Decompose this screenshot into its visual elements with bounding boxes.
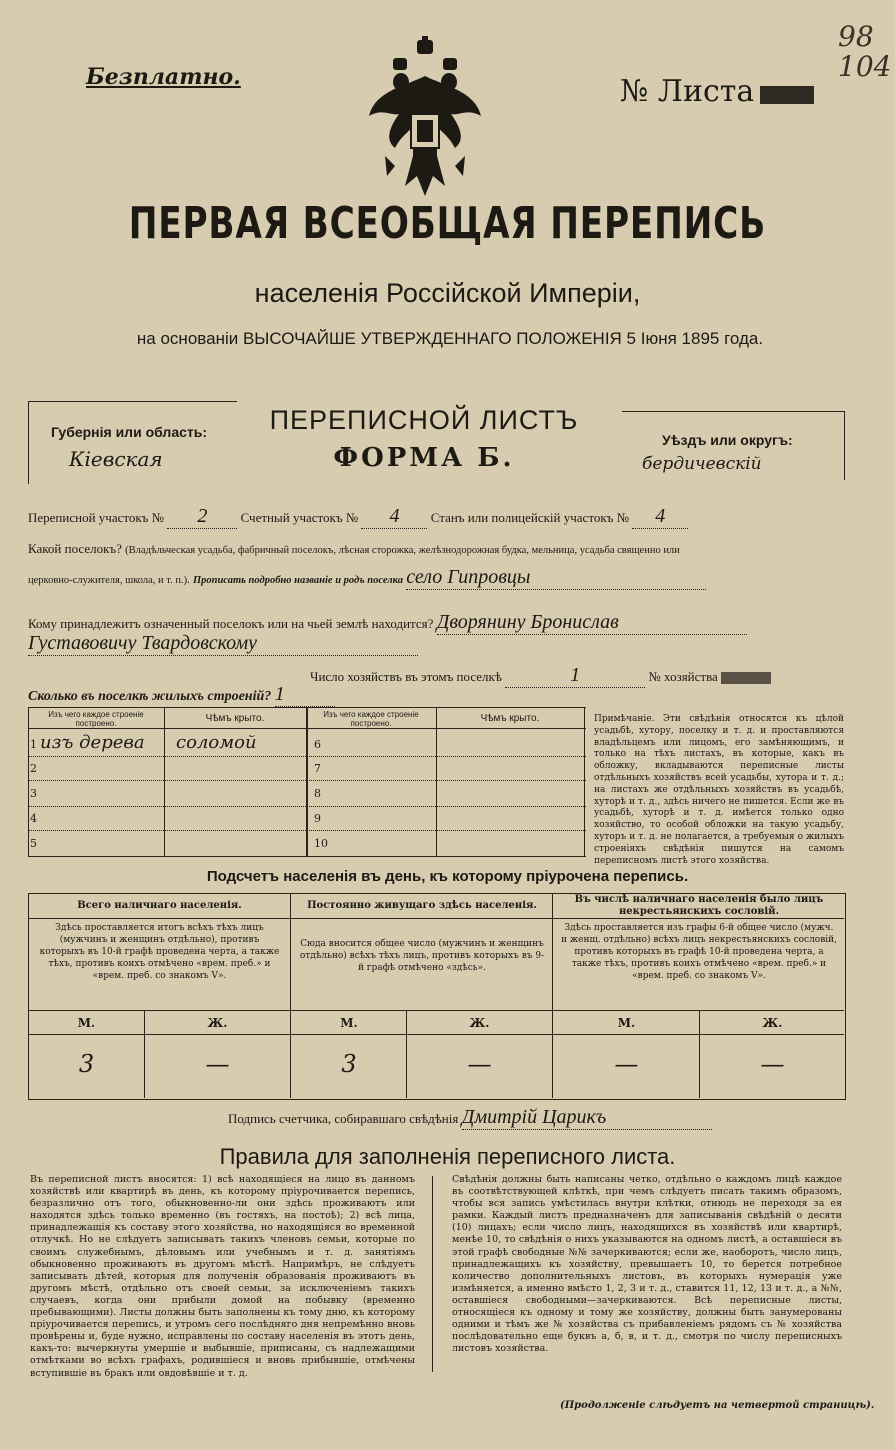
non-peasant-male: — xyxy=(614,1050,639,1078)
sheet-number-redaction xyxy=(760,86,814,104)
count-section-value: 4 xyxy=(361,505,427,529)
building-number: 8 xyxy=(314,787,321,800)
dwellings-label: Сколько въ поселкѣ жилыхъ строеній? xyxy=(28,689,272,704)
settlement-hint: (Владѣльческая усадьба, фабричный поселокъ, лѣсная сторожка, желѣзнодорожная будка, мельница, усадьба священно или xyxy=(125,545,680,556)
non-peasant-female: — xyxy=(760,1050,785,1078)
buildings-col1-head: Изъ чего каждое строеніе построено. xyxy=(48,710,144,728)
rules-right-column: Свѣдѣнія должны быть написаны четко, отдѣльно о каждомъ лицѣ каждое въ соотвѣтствующей клѣткѣ, при чемъ слѣдуетъ писать такимъ образомъ, чтобы вся запись умѣстилась внутри клѣтки, отнюдь не переходя за ея рамки. Каждый листъ предназначенъ для записыванія свѣдѣній о десяти (10) лицахъ; если число лицъ, находящихся въ хозяйствѣ или квартирѣ, менѣе 10, то свѣдѣнія о нихъ указываются на одномъ листѣ, а оставшіеся въ этой графѣ свободные №№ зачеркиваются; если же, наоборотъ, число лицъ, принадлежащихъ къ хозяйству, превышаетъ 10, то берется потребное количество дополнительныхъ листовъ, въ которыхъ нумерація уже измѣняется, а именно вмѣсто 1, 2, 3 и т. д., ставится 11, 12, 13 и т. д., а №№, оставшіеся свободными—зачеркиваются. Всѣ переписные листы, относящіеся къ одному и тому же хозяйству, должны быть занумерованы одними и тѣмъ же № хозяйства съ прибавленіемъ рядомъ съ № хозяйства послѣдовательно еще буквъ а, б, в, и т. д., смотря по числу переписныхъ листовъ хозяйства. xyxy=(452,1174,842,1355)
double-headed-eagle-emblem-icon xyxy=(365,36,485,206)
settlement-instruction: Прописать подробно названіе и родъ поселка xyxy=(192,575,403,586)
sections-line xyxy=(28,505,688,529)
continued-note: (Продолженіе слѣдуетъ на четвертой страницѣ). xyxy=(560,1400,875,1411)
enumerator-signature-line xyxy=(228,1106,712,1130)
building-number: 7 xyxy=(314,762,321,775)
sheet-number-label: № Листа xyxy=(620,74,755,109)
province-box xyxy=(28,401,237,484)
population-col1-head: Всего наличнаго населенія. xyxy=(77,900,242,911)
rules-title: Правила для заполненія переписного листа. xyxy=(219,1144,676,1169)
building-number: 4 xyxy=(30,812,37,825)
buildings-table xyxy=(28,707,586,857)
population-col1-description: Здѣсь проставляется итогъ всѣхъ тѣхъ лицъ (мужчинъ и женщинъ отдѣльно), противъ которыхъ въ 10-й графѣ проведена черта, а также тѣхъ, противъ коихъ отмѣчено «врем. пpeб.» и «врем. преб. со знакомъ V». xyxy=(39,923,280,981)
population-count-title: Подсчетъ населенія въ день, къ которому пріурочена перепись. xyxy=(206,868,689,885)
building-number: 5 xyxy=(30,837,37,850)
building-1-material: изъ дерева xyxy=(40,732,145,753)
police-section-value: 4 xyxy=(632,505,688,529)
main-title: ПЕРВАЯ ВСЕОБЩАЯ ПЕРЕПИСЬ xyxy=(128,198,767,249)
settlement-value: село Гипровцы xyxy=(406,566,706,590)
corner-handwritten-number: 98 104 xyxy=(838,20,892,83)
female-label: Ж. xyxy=(207,1016,228,1030)
building-number: 6 xyxy=(314,738,321,751)
district-box xyxy=(622,411,845,480)
building-number: 10 xyxy=(314,837,328,850)
form-letter: ФОРМА Б. xyxy=(333,443,515,473)
population-col2-description: Сюда вносится общее число (мужчинъ и женщинъ отдѣльно) всѣхъ тѣхъ лицъ, противъ которыхъ въ 9-й графѣ отмѣчено «здѣсь». xyxy=(299,939,545,973)
province-value: Кіевская xyxy=(69,447,163,471)
police-section-label: Станъ или полицейскій участокъ № xyxy=(430,510,630,525)
population-table xyxy=(28,893,846,1100)
female-label: Ж. xyxy=(762,1016,783,1030)
male-label: М. xyxy=(77,1016,96,1030)
buildings-col4-head: Чѣмъ крыто. xyxy=(480,713,540,724)
building-number: 9 xyxy=(314,812,321,825)
rules-divider xyxy=(432,1176,433,1372)
census-section-value: 2 xyxy=(167,505,237,529)
households-value: 1 xyxy=(505,664,645,688)
building-number: 3 xyxy=(30,787,37,800)
buildings-col3-head: Изъ чего каждое строеніе построено. xyxy=(323,710,419,728)
population-col3-description: Здѣсь проставляется изъ графы 6-й общее число (мужч. и женщ. отдѣльно) всѣхъ лицъ некрестьянскихъ сословій, противъ которыхъ въ графѣ 10-й проведена черта, а также тѣхъ, противъ коихъ отмѣчено «врем. преб.» и «врем. преб. со знакомъ V». xyxy=(561,923,838,981)
signature-label: Подпись счетчика, собиравшаго свѣдѣнія xyxy=(228,1111,459,1126)
population-col2-head: Постоянно живущаго здѣсь населенія. xyxy=(307,900,537,911)
total-present-male: 3 xyxy=(78,1050,95,1078)
male-label: М. xyxy=(617,1016,636,1030)
female-label: Ж. xyxy=(469,1016,490,1030)
free-of-charge-label: Безплатно. xyxy=(86,64,241,90)
form-title: ПЕРЕПИСНОЙ ЛИСТЪ xyxy=(269,405,579,435)
owner-line-2 xyxy=(28,632,418,656)
building-number: 2 xyxy=(30,762,37,775)
male-label: М. xyxy=(340,1016,358,1030)
settlement-question-line xyxy=(28,541,680,557)
rules-left-column: Въ переписной листъ вносятся: 1) всѣ находящіеся на лицо въ данномъ хозяйствѣ или квартирѣ въ день, къ которому пріурочивается перепись, безразлично отъ того, обыкновенно-ли они здѣсь проживаютъ или находятся здѣсь только временно (въ гостяхъ, на постоѣ); 2) всѣ лица, принадлежащія къ составу этого хозяйства, но находящіяся во временной отлучкѣ. Но не слѣдуетъ записывать такихъ членовъ семьи, которые по своимъ служебнымъ, дѣловымъ или учебнымъ и т. д. занятіямъ обыкновенно проживаютъ въ другомъ мѣстѣ. Напримѣръ, не слѣдуетъ записывать дѣтей, которыя для полученія образованія проживаютъ въ другомъ мѣстѣ, отдѣльно отъ своей семьи, за исключеніемъ такихъ случаевъ, когда они прибыли домой на побывку (временно пребывающими). Листы должны быть заполнены къ тому дню, къ которому пріурочивается перепись, и утромъ сего послѣдняго дня непремѣнно вновь провѣрены и, буде нужно, исправлены по составу населенія въ этотъ день, какъ-то: вычеркнуты умершіе и выбывшіе, приписаны, съ надлежащими отмѣтками во всѣхъ графахъ, родившіеся и вновь прибывшіе, отмѣчены вступившіе въ бракъ или овдовѣвшіе и т. д. xyxy=(30,1174,415,1379)
owner-value-1: Дворянину Бронислав xyxy=(437,611,747,635)
population-col3-head: Въ числѣ наличнаго населенія было лицъ некрестьянскихъ сословій. xyxy=(574,894,824,917)
total-present-female: — xyxy=(205,1050,230,1078)
settlement-hint-2: церковно-служителя, школа, и т. п.). xyxy=(28,575,190,586)
buildings-note: Примѣчаніе. Эти свѣдѣнія относятся къ цѣлой усадьбѣ, хутору, поселку и т. д. и проставляются владѣльцемъ или лицомъ, его замѣняющимъ, и только на тѣхъ листахъ, въ которые, какъ въ обложку, вкладываются переписные листы отдѣльныхъ хозяйствъ всей усадьбы, хутора и т. д.; на листахъ же отдѣльныхъ хозяйствъ въ усадьбѣ, хуторѣ и т. д., здѣсь ничего не пишется. Если же въ усадьбѣ, хуторѣ и т. д. имѣется только одно хозяйство, то особой обложки на такую усадьбу, хуторъ и т. д. не полагается, а требуемыя о жилыхъ строеніяхъ свѣдѣнія пишутся на самомъ переписномъ листѣ этого хозяйства. xyxy=(594,714,844,866)
legal-basis: на основаніи ВЫСОЧАЙШЕ УТВЕРЖДЕННАГО ПОЛОЖЕНІЯ 5 Іюня 1895 года. xyxy=(136,329,764,348)
households-line xyxy=(310,664,771,688)
building-number: 1 xyxy=(30,738,37,751)
census-section-label: Переписной участокъ № xyxy=(28,510,165,525)
dwellings-value: 1 xyxy=(275,683,335,707)
province-label: Губернія или область: xyxy=(51,424,208,440)
count-section-label: Счетный участокъ № xyxy=(240,510,359,525)
building-1-roof: соломой xyxy=(176,732,257,753)
permanent-female: — xyxy=(467,1050,492,1078)
households-label: Число хозяйствъ въ этомъ поселкѣ xyxy=(310,669,502,684)
signature-value: Дмитрій Царикъ xyxy=(462,1106,712,1130)
owner-question: Кому принадлежитъ означенный поселокъ или на чьей землѣ находится? xyxy=(28,616,434,631)
dwellings-line xyxy=(28,683,335,707)
district-label: Уѣздъ или округъ: xyxy=(662,432,793,448)
household-number-redaction xyxy=(721,672,771,684)
buildings-col2-head: Чѣмъ крыто. xyxy=(205,713,265,724)
district-value: бердичевскій xyxy=(642,454,762,474)
subtitle: населенія Россійской Имперіи, xyxy=(254,278,641,308)
household-number-label: № хозяйства xyxy=(648,669,718,684)
owner-value-2: Густавовичу Твардовскому xyxy=(28,632,418,656)
settlement-hint-line xyxy=(28,566,706,590)
permanent-male: 3 xyxy=(341,1050,357,1078)
settlement-question: Какой поселокъ? xyxy=(28,541,122,556)
form-title-box xyxy=(236,401,612,483)
